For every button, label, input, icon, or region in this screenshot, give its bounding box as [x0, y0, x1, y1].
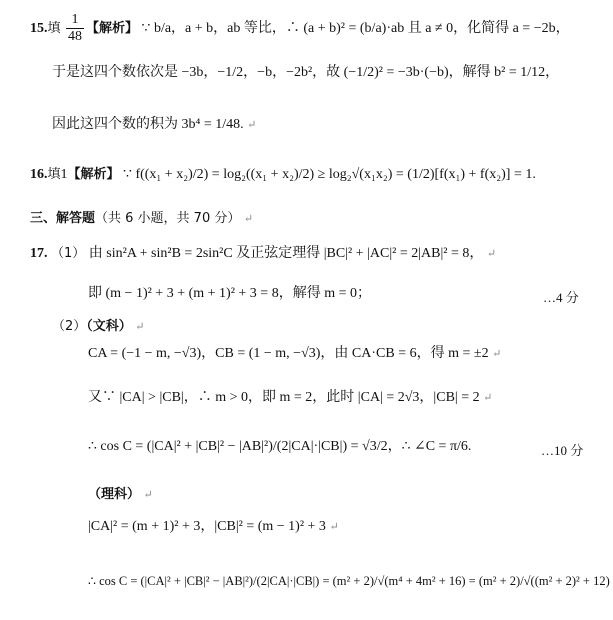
q17-part1-line1-text: 由 sin²A + sin²B = 2sin²C 及正弦定理得 |BC|² + |AC|² = 2|AB|² = 8， [88, 246, 484, 261]
q17-like-line2-text: ∴ cos C = (|CA|² + |CB|² − |AB|²)/(2|CA|·|CB|) = (m² + 2)/√(m⁴ + 4m² + 16) = (m² + 2)/√((m² + 2)² + 12) [88, 574, 610, 588]
q15-line1-text: ∵ b/a，a + b，ab 等比，∴ (a + b)² = (b/a)·ab 且 a ≠ 0，化简得 a = −2b， [141, 20, 570, 36]
q17-wenke-line3 [88, 440, 471, 454]
q17-part1-line2-text: 即 (m − 1)² + 3 + (m + 1)² + 3 = 8，解得 m = 0； [88, 286, 371, 301]
q17-part1-line1: 17. （1） 由 sin²A + sin²B = 2sin²C 及正弦定理得 |BC|² + |AC|² = 2|AB|² = 8， ↵ [30, 246, 497, 261]
q17-part2-label: （2） [52, 319, 87, 334]
q16-answer: 1 [60, 167, 68, 182]
section3-heading: 三、解答题（共 6 小题，共 70 分） ↵ [30, 211, 254, 226]
q16-fill: 填 [47, 167, 61, 182]
q17-wenke: （文科） [86, 319, 132, 334]
q17-wenke-line2: 又∵ |CA| > |CB|，∴ m > 0，即 m = 2，此时 |CA| = 2√3，|CB| = 2 ↵ [88, 390, 493, 405]
q17-like-heading: （理科） ↵ [88, 487, 153, 502]
q17-part2-heading: （2）（文科） ↵ [52, 319, 145, 334]
q15-tag: 【解析】 [86, 20, 139, 36]
q17-like-line1: |CA|² = (m + 1)² + 3，|CB|² = (m − 1)² + 3 ↵ [88, 519, 339, 534]
q15-line1 [30, 12, 570, 45]
q15-answer-fraction [66, 12, 84, 45]
q17-like-line1-text: |CA|² = (m + 1)² + 3，|CB|² = (m − 1)² + 3 [88, 519, 326, 534]
q17-wenke-line1: CA = (−1 − m, −√3)，CB = (1 − m, −√3)，由 CA·CB = 6，得 m = ±2 ↵ [88, 346, 502, 361]
q17-score1: …4 分 [543, 290, 579, 305]
q17-wenke-line2-text: 又∵ |CA| > |CB|，∴ m > 0，即 m = 2，此时 |CA| = 2√3，|CB| = 2 [88, 390, 480, 405]
q17-wenke-line1-text: CA = (−1 − m, −√3)，CB = (1 − m, −√3)，由 CA·CB = 6，得 m = ±2 [88, 346, 489, 361]
q17-part1-line2 [88, 287, 371, 301]
q16-line [30, 168, 536, 182]
q15-answer-num: 1 [66, 12, 84, 29]
q16-text: ∵ f((x₁ + x₂)/2) = log₂((x₁ + x₂)/2) ≥ log₂√(x₁x₂) = (1/2)[f(x₁) + f(x₂)] = 1. [123, 167, 536, 182]
q15-answer-den: 48 [68, 29, 83, 45]
q17-like: （理科） [88, 487, 141, 502]
q15-number: 15. [30, 20, 48, 36]
section3-note: （共 6 小题，共 70 分） [95, 211, 241, 226]
section3-title: 三、解答题 [30, 211, 96, 226]
q15-line3 [52, 118, 256, 132]
q15-line2-text: 于是这四个数依次是 −3b，−1/2，−b，−2b²，故 (−1/2)² = −3b·(−b)，解得 b² = 1/12， [52, 65, 560, 80]
q17-part1-label: （1） [51, 246, 86, 261]
q15-fill: 填 [47, 20, 61, 36]
q17-score2: …10 分 [541, 443, 584, 458]
q17-wenke-line3-text: ∴ cos C = (|CA|² + |CB|² − |AB|²)/(2|CA|·|CB|) = √3/2，∴ ∠C = π/6. [88, 439, 472, 454]
q16-tag: 【解析】 [67, 167, 120, 182]
paragraph-mark: ↵ [247, 119, 257, 131]
q15-line2 [52, 66, 559, 80]
q17-number: 17. [30, 246, 48, 261]
q15-line3-text: 因此这四个数的积为 3b⁴ = 1/48. [52, 117, 244, 132]
q17-like-line2 [88, 575, 610, 588]
q16-number: 16. [30, 167, 48, 182]
